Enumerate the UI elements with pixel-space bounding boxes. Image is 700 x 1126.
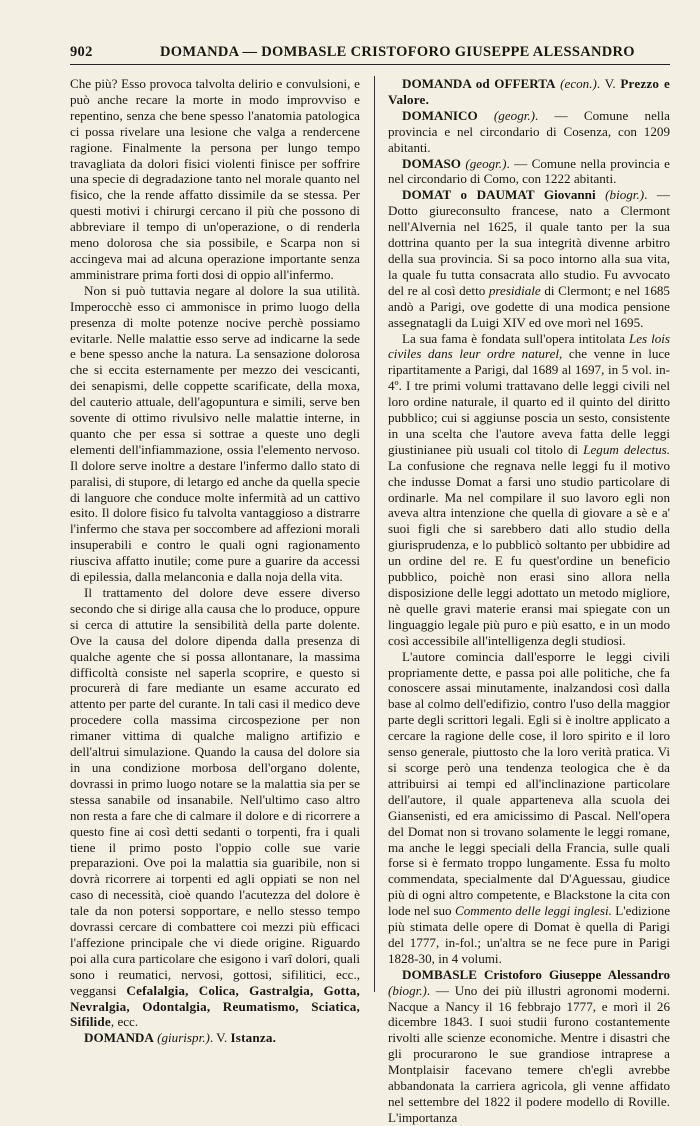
entry-text: . — Comune nella provincia e nel circondario di Cosenza, con 1209 abitanti. <box>388 107 670 155</box>
entry-reference: Prezzo e Valore. <box>388 76 671 107</box>
entry-headword: DOMBASLE Cristoforo Giuseppe Alessandro <box>402 966 670 982</box>
running-title: DOMANDA — DOMBASLE CRISTOFORO GIUSEPPE ALESSANDRO <box>160 44 635 60</box>
entry-tag: (giurispr.) <box>157 1030 210 1046</box>
entry-headword: DOMASO <box>402 155 461 171</box>
paragraph <box>388 331 670 649</box>
paragraph <box>388 649 670 967</box>
paragraph-text: , che venne in luce ripartitamente a Parigi, dal 1689 al 1697, in 5 vol. in-4º. I tre primi volumi trattavano delle leggi civili nel loro ordine naturale, il quarto ed il quinto del diritto pubblico; cui si aggiunse poscia un sesto, consistente in una scelta che l'autore aveva fatta delle leggi giustinianee più usuali col titolo di <box>388 346 670 457</box>
work-title: Les lois civiles dans leur ordre naturel <box>388 330 670 362</box>
dictionary-entry <box>388 967 670 1126</box>
work-title: Legum delectus. <box>583 441 670 457</box>
entry-tag: (econ.) <box>560 76 597 91</box>
entry-headword: DOMANICO <box>402 107 478 123</box>
paragraph: Che più? Esso provoca talvolta delirio e convulsioni, e può anche recare la morte in modo improvviso e repentino, senza che bene spesso l'anatomia patologica ci possa rivelare una lesione che valga a rendercene ragione. Finalmente la persona per lungo tempo travagliata da dolori fisici violenti finisce per soffrire una specie di degradazione tanto nel morale quanto nel fisico, che la rende affatto dissimile da se stessa. Per questi motivi i chirurgi cercano il più che possono di abbreviare il tempo di un'operazione, o di renderla meno dolorosa che sia possibile, e Scarpa non si accingeva mai ad alcuna operazione importante senza amministrare prima forti dosi di oppio all'infermo. <box>70 76 360 282</box>
paragraph-text: , ecc. <box>110 1014 139 1030</box>
italic-term: presidiale <box>488 282 541 298</box>
entry-text: . — Dotto giureconsulto francese, nato a Clermont nell'Alvernia nel 1625, il quale tanto per la sua dottrina quanto per la sua integrità divenne arbitro della sua provincia. Si sa poco intorno alla sua vita, la quale fu tutta consacrata allo studio. Fu avvocato del re al così detto <box>388 187 671 298</box>
paragraph <box>70 585 360 1030</box>
right-column <box>388 76 670 1126</box>
entry-headword: DOMAT o DAUMAT Giovanni <box>402 187 596 203</box>
work-title: Commento delle leggi inglesi. <box>455 903 612 919</box>
entry-text: . — Uno dei più illustri agronomi moderni. Nacque a Nancy il 16 febbrajo 1777, e morì il 26 dicembre 1843. I suoi studii furono costantemente rivolti alle scienze economiche. Mentre i disastri che gli procurarono le sue grandiose intraprese a Montplaisir facevano temere ch'egli avrebbe abbandonata la carriera agricola, gli venne affidato nel settembre del 1822 il podere modello di Roville. L'importanza <box>388 982 670 1125</box>
dictionary-entry <box>388 76 670 108</box>
entry-tag: (geogr.) <box>465 155 507 171</box>
dictionary-entry <box>388 187 670 330</box>
cross-references: Cefalalgia, Colica, Gastralgia, Gotta, Nevralgia, Odontalgia, Reumatismo, Sciatica, Sifilide <box>70 982 360 1030</box>
entry-tag: (geogr.) <box>493 107 536 123</box>
paragraph-text: Il trattamento del dolore deve essere diverso secondo che si dirige alla causa che lo produce, oppure si cerca di attutire la sensibilità della parte dolente. Ove la causa del dolore dipenda dalla presenza di qualche agente che si possa allontanare, la massima difficoltà consiste nel saperla scoprire, e questo si procurerà di fare mediante un esame accurato ed attento per parte del curante. In tali casi il medico deve procedere colla massima circospezione per non rimaner vittima di qualche maligno artifizio e dell'altrui simulazione. Quando la causa del dolore sia in una condizione morbosa dell'organo dolente, dovrassi in primo luogo notare se la malattia sia per se stessa sanabile od insanabile. Nell'ultimo caso altro non resta a fare che di calmare il dolore e di ricorrere a questo fine ai così detti sedanti o torpenti, fra i quali tiene il primo posto l'oppio colle sue varie preparazioni. Ove poi la malattia sia guaribile, non si dovrà ricorrere ai torpenti ed agli oppiati se non nel caso di necessità, cioè quando l'acutezza del dolore è tale da non potersi sopportare, e nello stesso tempo dovrassi cercare di combattere coi mezzi più efficaci l'affezione principale che vi diede origine. Riguardo poi alla cura particolare che esigono i varî dolori, quali sono i reumatici, nervosi, gottosi, sifilitici, ecc., veggansi <box>70 585 360 998</box>
entry-text: . — Comune nella provincia e nel circondario di Como, con 1222 abitanti. <box>388 155 670 187</box>
entry-tag: (biogr.) <box>388 982 427 998</box>
left-column <box>70 76 360 1046</box>
entry-text: di Clermont; e nel 1685 andò a Parigi, ove godette di una modica pensione assegnatagli da Luigi XIV ed ove morì nel 1695. <box>388 282 670 330</box>
column-divider <box>374 76 375 992</box>
entry-headword: DOMANDA <box>84 1030 154 1046</box>
dictionary-entry <box>70 1030 360 1046</box>
paragraph-text: La sua fama è fondata sull'opera intitolata <box>402 330 626 346</box>
entry-text: . V. <box>209 1030 228 1046</box>
entry-headword: DOMANDA od OFFERTA <box>402 76 556 91</box>
paragraph-text: La confusione che regnava nelle leggi fu il motivo che indusse Domat a farsi uno studio particolare di ordinarle. Ma nel compilare il suo lavoro egli non aveva altra intenzione che quella di giovare a sè e a' suoi figli che si sarebbero dati allo studio della giurisprudenza, e lo pubblicò soltanto per ubbidire ad un ordine del re. E fu quest'ordine un beneficio pubblico, poichè non erasi sino allora nella disposizione delle leggi adottato un metodo migliore, nè quelle gravi materie eransi mai spiegate con un linguaggio legale più puro e più esatto, e in un modo così accessibile all'intelligenza degli studiosi. <box>388 457 670 648</box>
page-header <box>70 44 670 65</box>
paragraph: Non si può tuttavia negare al dolore la sua utilità. Imperocchè esso ci ammonisce in primo luogo della presenza di molte potenze nocive perchè possiamo evitarle. Nelle malattie esso serve ad indicarne la sede e bene spesso anche la natura. La sensazione dolorosa che si eccita esternamente per mezzo dei vescicanti, dei senapismi, delle coppette scarificate, della moxa, del cauterio attuale, dell'agopuntura e simili, serve ben sovente di ottimo rivulsivo nelle malattie interne, in quanto che per essa si sottrae a queste uno degli elementi dell'infiammazione, ossia l'elemento nervoso. Il dolore serve inoltre a destare l'infermo dallo stato di paralisi, di stupore, di letargo ed anche da quella specie di languore che conduce molte infermità ad un cattivo esito. Il dolore fisico fu talvolta vantaggioso a distrarre l'infermo che stava per soccombere ad affezioni morali insuperabili e contro le quali ogni ragionamento riusciva affatto inutile; come pure a guarire da accessi di epilessia, dalla melanconia e dalla noja della vita. <box>70 282 360 585</box>
entry-tag: (biogr.) <box>605 187 645 203</box>
dictionary-entry <box>388 108 670 156</box>
paragraph-text: L'edizione più stimata delle opere di Domat è quella di Parigi del 1777, in-fol.; un'altra se ne fece pure in Parigi 1828-30, in 4 volumi. <box>388 903 671 966</box>
paragraph-text: L'autore comincia dall'esporre le leggi civili propriamente dette, e passa poi alle politiche, che fa conoscere assai minutamente, inalzandosi così dalla base al colmo dell'edifizio, contro l'uso della maggior parte degli scrittori legali. Egli si è inoltre applicato a cercare la ragione delle cose, il loro spirito e il loro senso generale, piuttosto che la loro verità pratica. Vi si scorge però una tendenza teologica che è da attribuirsi ai tempi ed all'inclinazione particolare dell'autore, il quale apparteneva alla scuola dei Giansenisti, ed era amicissimo di Pascal. Nell'opera del Domat non si trovano solamente le leggi romane, ma anche le leggi speciali della Francia, sulle quali forse si è fermato troppo lungamente. Essa fu molto commendata, specialmente dal D'Aguessau, giudice più di ogni altro competente, e Blackstone la cita con lode nel suo <box>388 648 670 919</box>
entry-text: . V. <box>596 76 616 91</box>
page-number: 902 <box>70 44 93 60</box>
entry-reference: Istanza. <box>230 1030 277 1046</box>
dictionary-entry <box>388 156 670 188</box>
